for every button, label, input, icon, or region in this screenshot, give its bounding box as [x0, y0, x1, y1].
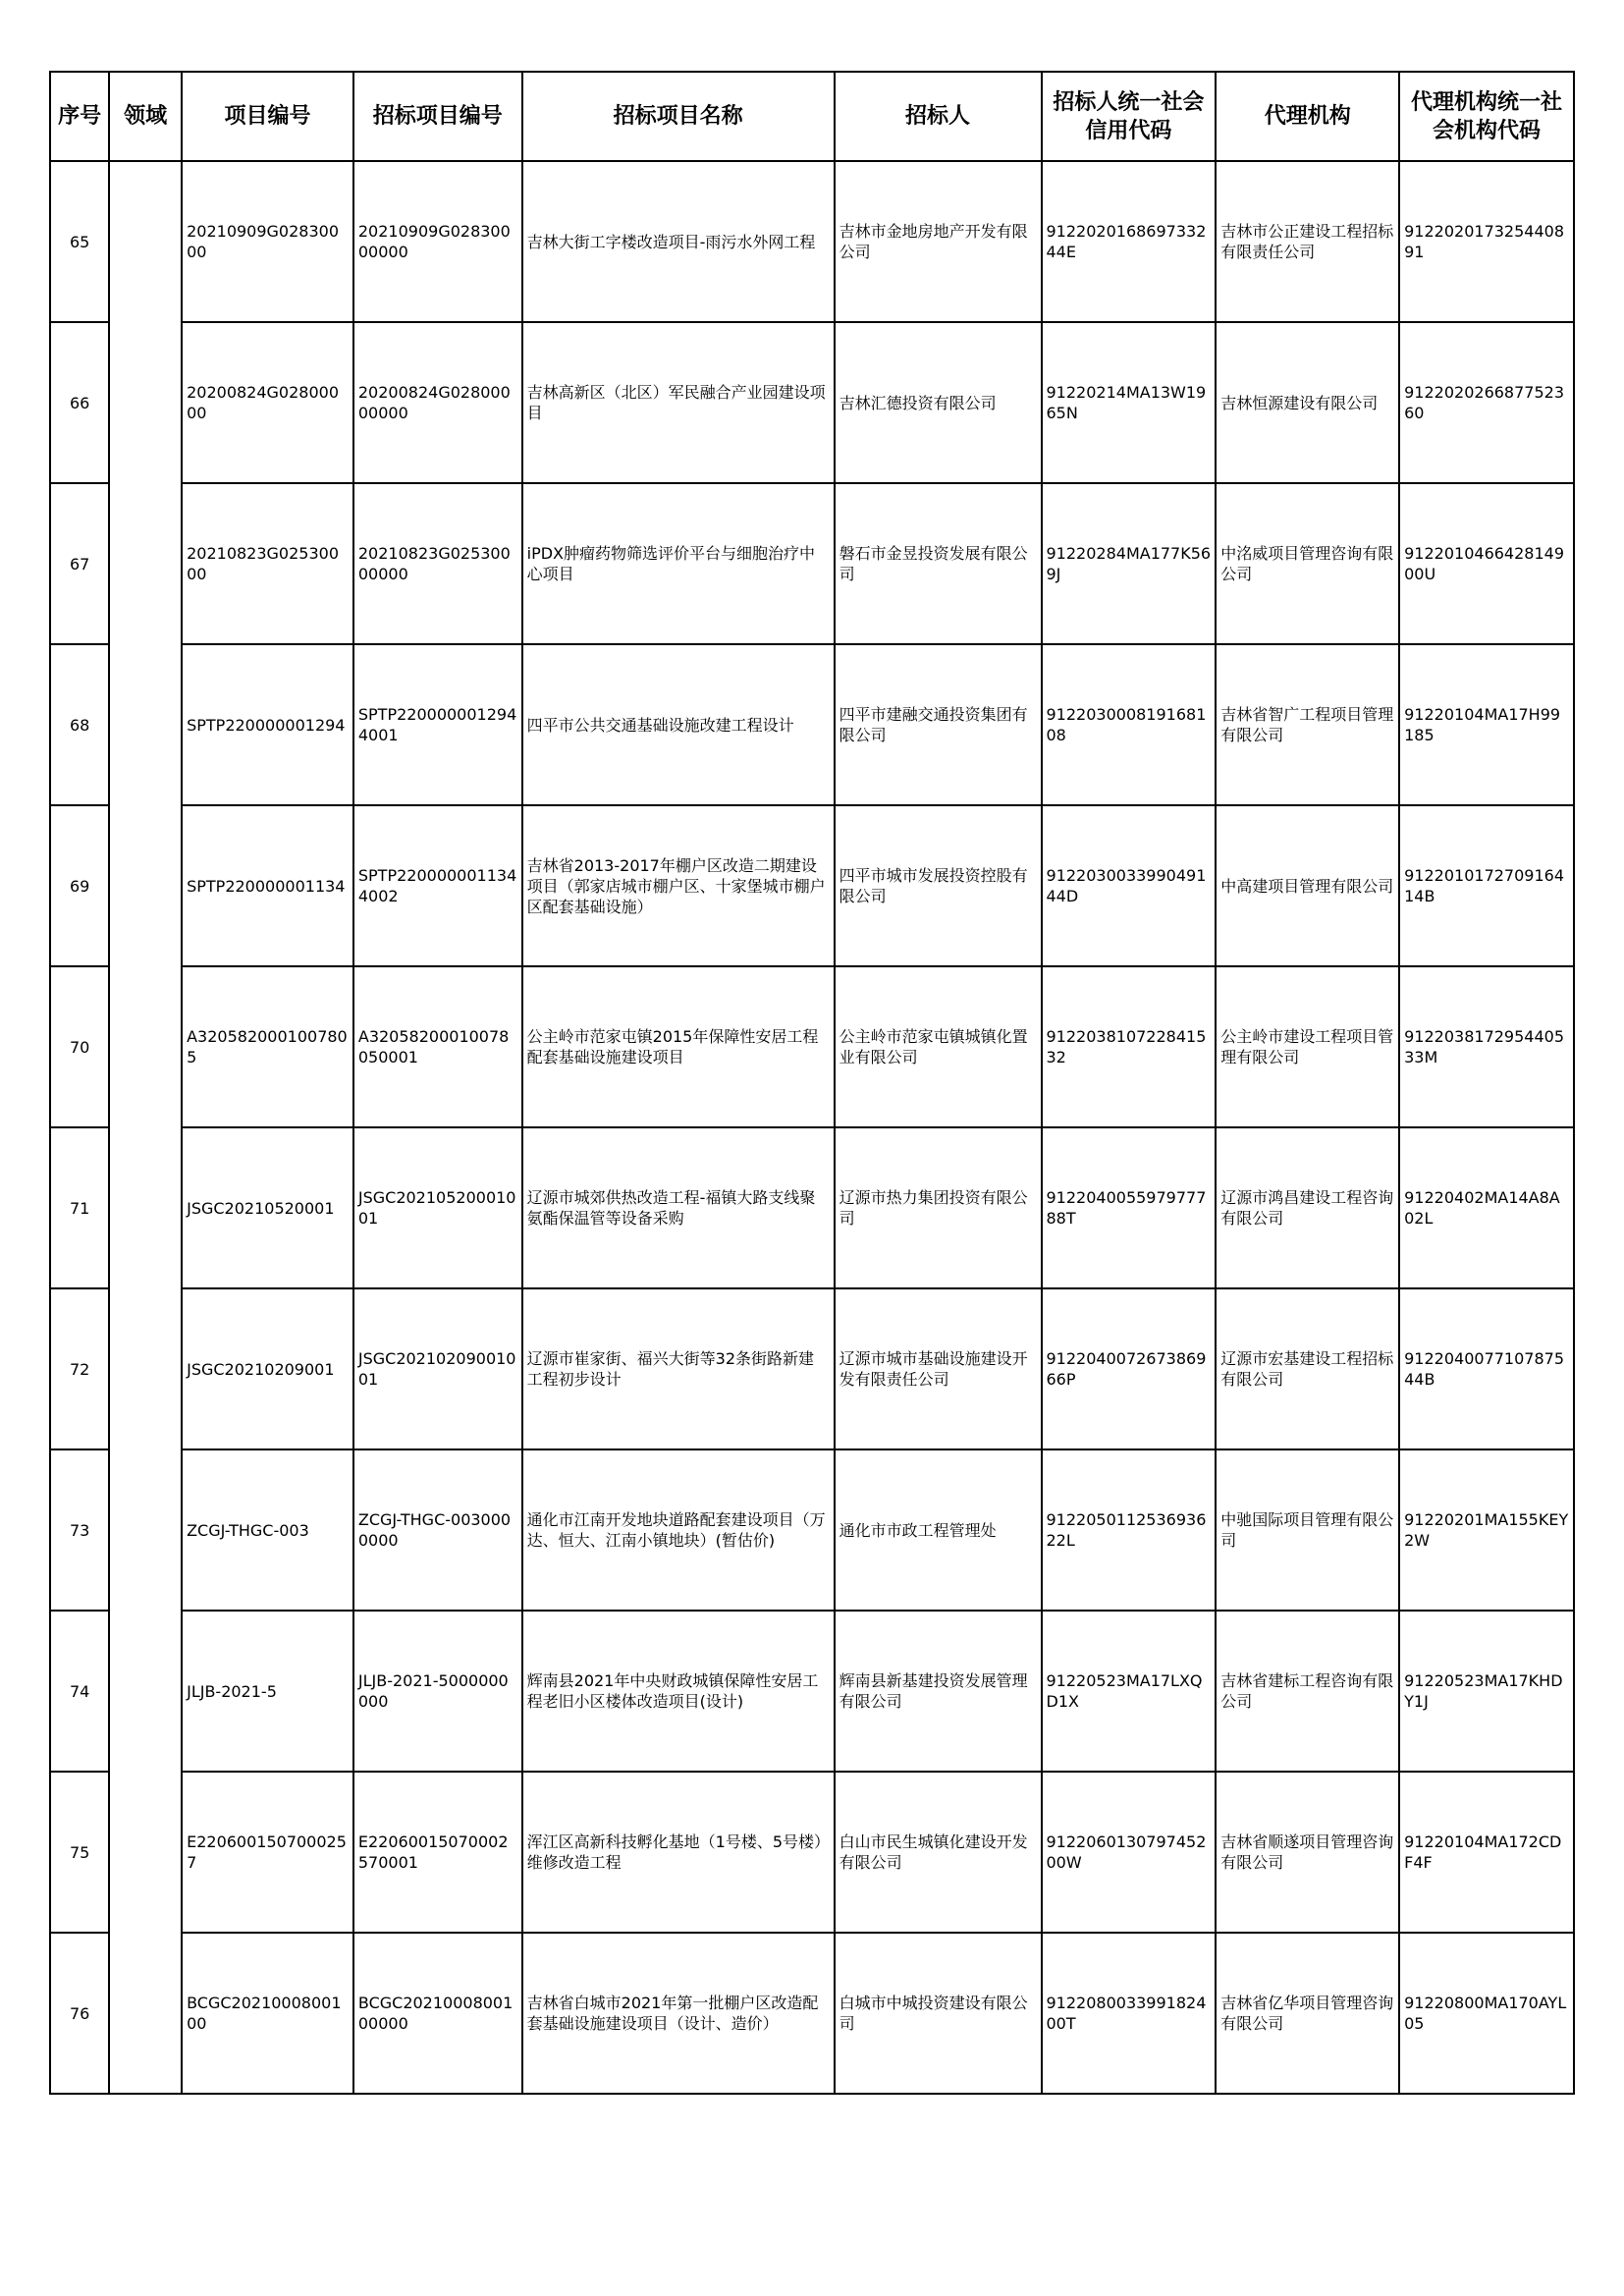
cell-tenderer-credit-code: 91220523MA17LXQD1X [1042, 1611, 1217, 1772]
header-row [50, 72, 1574, 161]
cell-tender-code: JSGC20210520001001 [353, 1127, 522, 1288]
cell-index: 69 [50, 805, 109, 966]
cell-tenderer: 四平市城市发展投资控股有限公司 [835, 805, 1042, 966]
cell-tenderer-credit-code: 912206013079745200W [1042, 1772, 1217, 1933]
cell-index: 74 [50, 1611, 109, 1772]
cell-index: 72 [50, 1288, 109, 1449]
cell-index: 70 [50, 966, 109, 1127]
table-row [50, 644, 1574, 805]
cell-project-code: JSGC20210520001 [182, 1127, 353, 1288]
cell-agency-code: 91220800MA170AYL05 [1399, 1933, 1574, 2094]
cell-project-code: ZCGJ-THGC-003 [182, 1449, 353, 1611]
cell-tenderer-credit-code: 912204005597977788T [1042, 1127, 1217, 1288]
cell-agency-code: 91220402MA14A8A02L [1399, 1127, 1574, 1288]
cell-tenderer: 公主岭市范家屯镇城镇化置业有限公司 [835, 966, 1042, 1127]
table-row [50, 1449, 1574, 1611]
cell-tenderer: 白城市中城投资建设有限公司 [835, 1933, 1042, 2094]
cell-domain [109, 1288, 182, 1449]
cell-agency: 吉林省顺遂项目管理咨询有限公司 [1216, 1772, 1399, 1933]
cell-project-code: SPTP220000001134 [182, 805, 353, 966]
cell-project-name: 吉林省白城市2021年第一批棚户区改造配套基础设施建设项目（设计、造价） [522, 1933, 835, 2094]
cell-project-name: 辉南县2021年中央财政城镇保障性安居工程老旧小区楼体改造项目(设计) [522, 1611, 835, 1772]
cell-index: 66 [50, 322, 109, 483]
cell-agency: 吉林市公正建设工程招标有限责任公司 [1216, 161, 1399, 322]
cell-tenderer-credit-code: 912208003399182400T [1042, 1933, 1217, 2094]
col-header-tenderer: 招标人 [835, 72, 1042, 161]
col-header-domain: 领域 [109, 72, 182, 161]
cell-project-code: E2206001507000257 [182, 1772, 353, 1933]
cell-project-name: 浑江区高新科技孵化基地（1号楼、5号楼）维修改造工程 [522, 1772, 835, 1933]
cell-tender-code: ZCGJ-THGC-0030000000 [353, 1449, 522, 1611]
cell-tender-code: 20210909G02830000000 [353, 161, 522, 322]
cell-agency-code: 91220104MA17H99185 [1399, 644, 1574, 805]
cell-agency: 公主岭市建设工程项目管理有限公司 [1216, 966, 1399, 1127]
cell-domain [109, 1611, 182, 1772]
cell-tenderer: 吉林汇德投资有限公司 [835, 322, 1042, 483]
cell-tenderer-credit-code: 912205011253693622L [1042, 1449, 1217, 1611]
cell-domain [109, 644, 182, 805]
cell-tender-code: A32058200010078050001 [353, 966, 522, 1127]
cell-project-code: A3205820001007805 [182, 966, 353, 1127]
table-row [50, 322, 1574, 483]
cell-agency-code: 912204007710787544B [1399, 1288, 1574, 1449]
cell-project-name: 吉林大街工字楼改造项目-雨污水外网工程 [522, 161, 835, 322]
cell-tenderer: 吉林市金地房地产开发有限公司 [835, 161, 1042, 322]
cell-agency: 吉林恒源建设有限公司 [1216, 322, 1399, 483]
table-row [50, 1611, 1574, 1772]
table-row [50, 1933, 1574, 2094]
cell-domain [109, 1127, 182, 1288]
cell-tenderer-credit-code: 91220284MA177K569J [1042, 483, 1217, 644]
cell-tender-code: SPTP2200000012944001 [353, 644, 522, 805]
cell-project-name: 辽源市崔家街、福兴大街等32条街路新建工程初步设计 [522, 1288, 835, 1449]
cell-project-name: 四平市公共交通基础设施改建工程设计 [522, 644, 835, 805]
cell-index: 73 [50, 1449, 109, 1611]
col-header-project-name: 招标项目名称 [522, 72, 835, 161]
cell-index: 71 [50, 1127, 109, 1288]
cell-agency: 中驰国际项目管理有限公司 [1216, 1449, 1399, 1611]
cell-index: 67 [50, 483, 109, 644]
cell-project-code: BCGC2021000800100 [182, 1933, 353, 2094]
table-row [50, 805, 1574, 966]
cell-tenderer-credit-code: 91220214MA13W1965N [1042, 322, 1217, 483]
cell-agency-code: 912201046642814900U [1399, 483, 1574, 644]
cell-index: 76 [50, 1933, 109, 2094]
cell-agency: 吉林省亿华项目管理咨询有限公司 [1216, 1933, 1399, 2094]
cell-tenderer-credit-code: 912203000819168108 [1042, 644, 1217, 805]
cell-agency: 辽源市宏基建设工程招标有限公司 [1216, 1288, 1399, 1449]
tender-table [49, 71, 1575, 2095]
cell-project-code: JSGC20210209001 [182, 1288, 353, 1449]
cell-domain [109, 805, 182, 966]
cell-tender-code: E22060015070002570001 [353, 1772, 522, 1933]
cell-project-name: 通化市江南开发地块道路配套建设项目（万达、恒大、江南小镇地块）(暂估价) [522, 1449, 835, 1611]
cell-tenderer: 白山市民生城镇化建设开发有限公司 [835, 1772, 1042, 1933]
col-header-agency-code: 代理机构统一社会机构代码 [1399, 72, 1574, 161]
cell-tenderer: 通化市市政工程管理处 [835, 1449, 1042, 1611]
cell-project-code: 20200824G02800000 [182, 322, 353, 483]
col-header-tender-code: 招标项目编号 [353, 72, 522, 161]
cell-tender-code: JLJB-2021-5000000000 [353, 1611, 522, 1772]
col-header-agency: 代理机构 [1216, 72, 1399, 161]
cell-agency-code: 912202017325440891 [1399, 161, 1574, 322]
cell-project-code: JLJB-2021-5 [182, 1611, 353, 1772]
cell-agency-code: 912203817295440533M [1399, 966, 1574, 1127]
table-row [50, 1288, 1574, 1449]
col-header-project-code: 项目编号 [182, 72, 353, 161]
cell-agency-code: 91220523MA17KHDY1J [1399, 1611, 1574, 1772]
cell-tender-code: 20210823G02530000000 [353, 483, 522, 644]
cell-tenderer-credit-code: 912203003399049144D [1042, 805, 1217, 966]
cell-agency: 中洺威项目管理咨询有限公司 [1216, 483, 1399, 644]
cell-tenderer: 辽源市城市基础设施建设开发有限责任公司 [835, 1288, 1042, 1449]
cell-index: 65 [50, 161, 109, 322]
cell-agency: 吉林省建标工程咨询有限公司 [1216, 1611, 1399, 1772]
cell-agency-code: 912202026687752360 [1399, 322, 1574, 483]
cell-tenderer-credit-code: 912204007267386966P [1042, 1288, 1217, 1449]
cell-project-name: 吉林高新区（北区）军民融合产业园建设项目 [522, 322, 835, 483]
table-row [50, 161, 1574, 322]
cell-domain [109, 322, 182, 483]
cell-agency-code: 91220104MA172CDF4F [1399, 1772, 1574, 1933]
cell-domain [109, 483, 182, 644]
cell-tenderer: 四平市建融交通投资集团有限公司 [835, 644, 1042, 805]
table-row [50, 966, 1574, 1127]
cell-project-code: 20210909G02830000 [182, 161, 353, 322]
cell-domain [109, 966, 182, 1127]
col-header-tenderer-credit-code: 招标人统一社会信用代码 [1042, 72, 1217, 161]
cell-agency-code: 912201017270916414B [1399, 805, 1574, 966]
cell-agency: 中高建项目管理有限公司 [1216, 805, 1399, 966]
cell-tenderer: 辽源市热力集团投资有限公司 [835, 1127, 1042, 1288]
cell-tenderer: 磐石市金昱投资发展有限公司 [835, 483, 1042, 644]
cell-agency: 辽源市鸿昌建设工程咨询有限公司 [1216, 1127, 1399, 1288]
table-row [50, 483, 1574, 644]
cell-project-name: 吉林省2013-2017年棚户区改造二期建设项目（郭家店城市棚户区、十家堡城市棚户区配套基础设施） [522, 805, 835, 966]
cell-domain [109, 161, 182, 322]
cell-domain [109, 1449, 182, 1611]
cell-tenderer: 辉南县新基建投资发展管理有限公司 [835, 1611, 1042, 1772]
cell-tender-code: BCGC2021000800100000 [353, 1933, 522, 2094]
cell-index: 75 [50, 1772, 109, 1933]
col-header-index: 序号 [50, 72, 109, 161]
cell-tenderer-credit-code: 912202016869733244E [1042, 161, 1217, 322]
cell-tenderer-credit-code: 912203810722841532 [1042, 966, 1217, 1127]
cell-project-name: iPDX肿瘤药物筛选评价平台与细胞治疗中心项目 [522, 483, 835, 644]
table-row [50, 1772, 1574, 1933]
cell-tender-code: SPTP2200000011344002 [353, 805, 522, 966]
cell-project-name: 公主岭市范家屯镇2015年保障性安居工程配套基础设施建设项目 [522, 966, 835, 1127]
cell-tender-code: 20200824G02800000000 [353, 322, 522, 483]
cell-tender-code: JSGC20210209001001 [353, 1288, 522, 1449]
cell-domain [109, 1933, 182, 2094]
cell-project-code: 20210823G02530000 [182, 483, 353, 644]
cell-agency: 吉林省智广工程项目管理有限公司 [1216, 644, 1399, 805]
cell-project-name: 辽源市城郊供热改造工程-福镇大路支线聚氨酯保温管等设备采购 [522, 1127, 835, 1288]
cell-agency-code: 91220201MA155KEY2W [1399, 1449, 1574, 1611]
cell-project-code: SPTP220000001294 [182, 644, 353, 805]
cell-domain [109, 1772, 182, 1933]
table-row [50, 1127, 1574, 1288]
cell-index: 68 [50, 644, 109, 805]
